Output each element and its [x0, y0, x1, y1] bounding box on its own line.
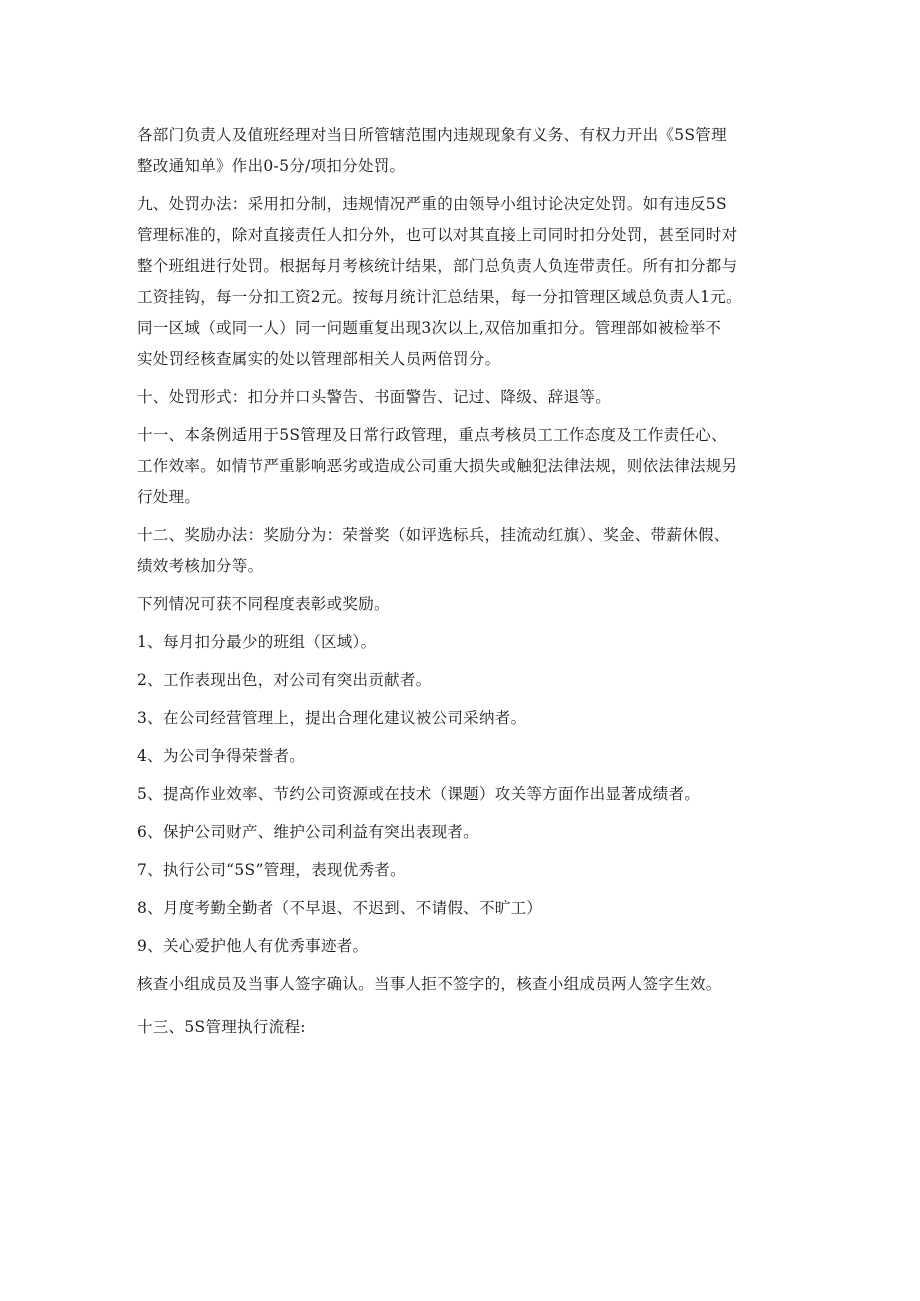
text-line: 工资挂钩，每一分扣工资2元。按每月统计汇总结果，每一分扣管理区域总负责人1元。 — [137, 288, 742, 306]
list-item — [137, 931, 802, 962]
text-line: 1、每月扣分最少的班组（区域）。 — [137, 633, 377, 651]
text-line: 十一、本条例适用于5S管理及日常行政管理，重点考核员工工作态度及工作责任心、 — [137, 426, 727, 444]
paragraph — [137, 520, 802, 582]
text-line: 各部门负责人及值班经理对当日所管辖范围内违规现象有义务、有权力开出《5S管理 — [137, 126, 727, 144]
text-line: 整改通知单》作出0-5分/项扣分处罚。 — [137, 157, 406, 175]
text-line: 九、处罚办法：采用扣分制，违规情况严重的由领导小组讨论决定处罚。如有违反5S — [137, 195, 727, 213]
paragraph — [137, 382, 802, 413]
text-line: 十、处罚形式：扣分并口头警告、书面警告、记过、降级、辞退等。 — [137, 388, 612, 406]
list-item — [137, 665, 802, 696]
paragraph — [137, 120, 802, 182]
text-line: 十二、奖励办法：奖励分为：荣誉奖（如评选标兵，挂流动红旗）、奖金、带薪休假、 — [137, 526, 730, 544]
list-item — [137, 893, 802, 924]
text-line: 实处罚经核查属实的处以管理部相关人员两倍罚分。 — [137, 350, 501, 368]
text-line: 核查小组成员及当事人签字确认。当事人拒不签字的，核查小组成员两人签字生效。 — [137, 975, 722, 993]
text-line: 7、执行公司“5S”管理，表现优秀者。 — [137, 861, 406, 879]
text-line: 4、为公司争得荣誉者。 — [137, 747, 306, 765]
list-item — [137, 817, 802, 848]
text-line: 9、关心爱护他人有优秀事迹者。 — [137, 937, 369, 955]
list-item — [137, 741, 802, 772]
document-body — [137, 120, 802, 1043]
text-line: 管理标准的，除对直接责任人扣分外，也可以对其直接上司同时扣分处罚，甚至同时对 — [137, 226, 738, 244]
text-line: 工作效率。如情节严重影响恶劣或造成公司重大损失或触犯法律法规，则依法律法规另 — [137, 457, 738, 475]
list-item — [137, 627, 802, 658]
list-item — [137, 779, 802, 810]
text-line: 下列情况可获不同程度表彰或奖励。 — [137, 595, 390, 613]
list-item — [137, 855, 802, 886]
text-line: 5、提高作业效率、节约公司资源或在技术（课题）攻关等方面作出显著成绩者。 — [137, 785, 701, 803]
list-item — [137, 703, 802, 734]
text-line: 2、工作表现出色，对公司有突出贡献者。 — [137, 671, 432, 689]
paragraph — [137, 420, 802, 513]
text-line: 行处理。 — [137, 488, 201, 506]
text-line: 3、在公司经营管理上，提出合理化建议被公司采纳者。 — [137, 709, 527, 727]
paragraph — [137, 189, 802, 375]
text-line: 8、月度考勤全勤者（不早退、不迟到、不请假、不旷工） — [137, 899, 543, 917]
paragraph — [137, 589, 802, 620]
text-line: 整个班组进行处罚。根据每月考核统计结果，部门总负责人负连带责任。所有扣分都与 — [137, 257, 738, 275]
section-heading — [137, 1012, 802, 1043]
text-line: 绩效考核加分等。 — [137, 557, 264, 575]
text-line: 6、保护公司财产、维护公司利益有突出表现者。 — [137, 823, 479, 841]
text-line: 十三、5S管理执行流程: — [137, 1018, 306, 1036]
paragraph — [137, 969, 802, 1000]
text-line: 同一区域（或同一人）同一问题重复出现3次以上,双倍加重扣分。管理部如被检举不 — [137, 319, 722, 337]
